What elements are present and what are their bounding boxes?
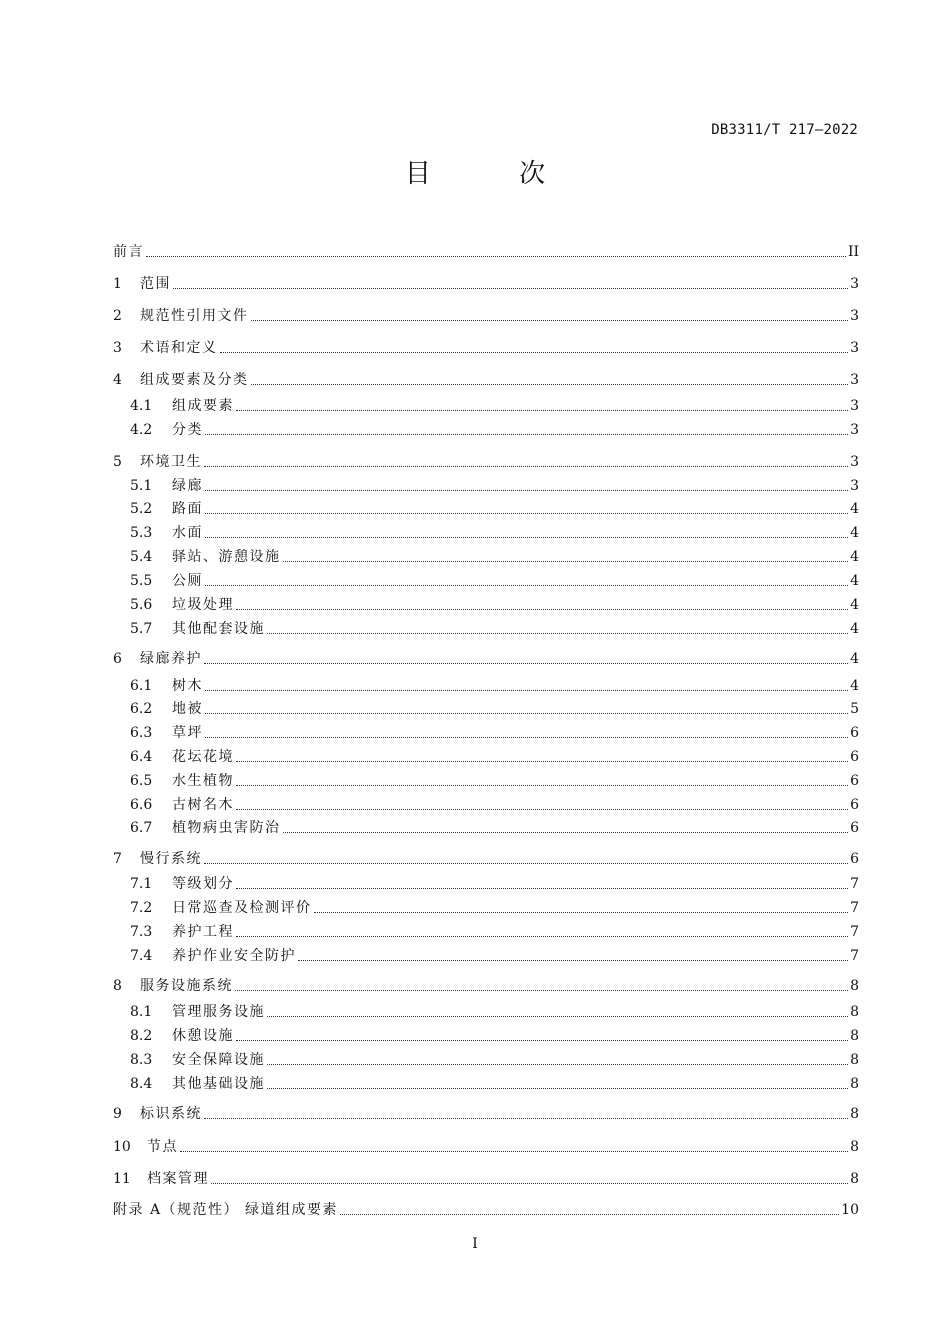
toc-entry-label: 休憩设施 bbox=[172, 1028, 234, 1044]
toc-entry-label: 术语和定义 bbox=[140, 340, 218, 356]
toc-entry-label: 其他配套设施 bbox=[172, 621, 265, 637]
toc-entry-number: 8.1 bbox=[130, 1004, 153, 1020]
toc-entry-page: 8 bbox=[850, 1076, 859, 1092]
toc-entry-appendix-a[interactable] bbox=[113, 1200, 859, 1220]
toc-entry-number: 8.2 bbox=[130, 1028, 153, 1044]
toc-entry-number: 6.3 bbox=[130, 725, 153, 741]
toc-entry-label: 日常巡查及检测评价 bbox=[172, 900, 312, 916]
toc-entry-8-3[interactable] bbox=[130, 1050, 859, 1070]
toc-entry-page: 6 bbox=[850, 773, 859, 789]
toc-entry-number: 5.5 bbox=[130, 573, 153, 589]
toc-entry-number: 4 bbox=[113, 372, 122, 388]
toc-entry-5-6[interactable] bbox=[130, 595, 859, 615]
toc-entry-page: 8 bbox=[850, 1106, 859, 1122]
dot-leader bbox=[283, 561, 849, 562]
dot-leader bbox=[236, 785, 848, 786]
dot-leader bbox=[204, 1118, 848, 1119]
toc-entry-number: 7.2 bbox=[130, 900, 153, 916]
toc-entry-9[interactable] bbox=[113, 1104, 859, 1124]
toc-entry-page: II bbox=[847, 244, 859, 260]
toc-entry-label: 环境卫生 bbox=[140, 454, 202, 470]
toc-entry-page: 4 bbox=[850, 525, 859, 541]
toc-entry-page: 6 bbox=[850, 725, 859, 741]
toc-entry-5-4[interactable] bbox=[130, 547, 859, 567]
toc-entry-number: 7.4 bbox=[130, 948, 153, 964]
toc-entry-page: 4 bbox=[850, 621, 859, 637]
dot-leader bbox=[205, 713, 848, 714]
toc-entry-number: 7 bbox=[113, 851, 122, 867]
toc-entry-5-5[interactable] bbox=[130, 571, 859, 591]
table-of-contents bbox=[113, 0, 859, 1344]
toc-entry-6[interactable] bbox=[113, 649, 859, 669]
toc-entry-number: 4.1 bbox=[130, 398, 153, 414]
toc-entry-number: 6.6 bbox=[130, 797, 153, 813]
toc-entry-number: 6.2 bbox=[130, 701, 153, 717]
toc-entry-6-6[interactable] bbox=[130, 795, 859, 815]
toc-entry-page: 8 bbox=[850, 1028, 859, 1044]
toc-entry-number: 5.2 bbox=[130, 501, 153, 517]
toc-entry-page: 3 bbox=[850, 398, 859, 414]
toc-entry-foreword[interactable] bbox=[113, 242, 859, 262]
dot-leader bbox=[205, 513, 848, 514]
toc-entry-label: 管理服务设施 bbox=[172, 1004, 265, 1020]
toc-entry-label: 绿廊 bbox=[172, 478, 203, 494]
toc-entry-number: 4.2 bbox=[130, 422, 153, 438]
toc-entry-page: 4 bbox=[850, 573, 859, 589]
toc-entry-number: 10 bbox=[113, 1139, 131, 1155]
toc-entry-label: 草坪 bbox=[172, 725, 203, 741]
toc-entry-label: 垃圾处理 bbox=[172, 597, 234, 613]
toc-entry-label: 附录 A（规范性） 绿道组成要素 bbox=[113, 1202, 339, 1218]
toc-entry-number: 9 bbox=[113, 1106, 122, 1122]
toc-entry-label: 其他基础设施 bbox=[172, 1076, 265, 1092]
dot-leader bbox=[314, 912, 849, 913]
toc-entry-page: 6 bbox=[850, 820, 859, 836]
toc-entry-label: 前言 bbox=[113, 244, 144, 260]
toc-entry-number: 8.4 bbox=[130, 1076, 153, 1092]
document-code: DB3311/T 217—2022 bbox=[711, 122, 858, 138]
toc-entry-page: 4 bbox=[850, 597, 859, 613]
toc-entry-6-3[interactable] bbox=[130, 723, 859, 743]
dot-leader bbox=[173, 288, 848, 289]
toc-title: 目 次 bbox=[404, 159, 586, 189]
toc-entry-5-1[interactable] bbox=[130, 476, 859, 496]
toc-entry-1[interactable] bbox=[113, 274, 859, 294]
toc-entry-label: 安全保障设施 bbox=[172, 1052, 265, 1068]
toc-entry-number: 5.7 bbox=[130, 621, 153, 637]
toc-entry-label: 组成要素及分类 bbox=[140, 372, 249, 388]
toc-entry-number: 6.1 bbox=[130, 678, 153, 694]
dot-leader bbox=[236, 609, 848, 610]
toc-entry-label: 树木 bbox=[172, 678, 203, 694]
toc-entry-label: 路面 bbox=[172, 501, 203, 517]
toc-entry-number: 5.3 bbox=[130, 525, 153, 541]
dot-leader bbox=[236, 936, 848, 937]
toc-entry-label: 慢行系统 bbox=[140, 851, 202, 867]
toc-entry-3[interactable] bbox=[113, 338, 859, 358]
dot-leader bbox=[236, 1040, 848, 1041]
toc-entry-label: 植物病虫害防治 bbox=[172, 820, 281, 836]
toc-entry-number: 3 bbox=[113, 340, 122, 356]
toc-entry-label: 绿廊养护 bbox=[140, 651, 202, 667]
toc-entry-number: 5.6 bbox=[130, 597, 153, 613]
toc-entry-label: 组成要素 bbox=[172, 398, 234, 414]
toc-entry-page: 4 bbox=[850, 501, 859, 517]
toc-entry-number: 5.1 bbox=[130, 478, 153, 494]
toc-entry-label: 等级划分 bbox=[172, 876, 234, 892]
toc-entry-number: 5.4 bbox=[130, 549, 153, 565]
toc-entry-number: 8.3 bbox=[130, 1052, 153, 1068]
toc-entry-5-3[interactable] bbox=[130, 523, 859, 543]
dot-leader bbox=[205, 737, 848, 738]
toc-entry-label: 节点 bbox=[147, 1139, 178, 1155]
dot-leader bbox=[220, 352, 849, 353]
dot-leader bbox=[180, 1151, 848, 1152]
toc-entry-11[interactable] bbox=[113, 1169, 859, 1189]
toc-entry-label: 驿站、游憩设施 bbox=[172, 549, 281, 565]
toc-entry-number: 6.4 bbox=[130, 749, 153, 765]
toc-entry-number: 6 bbox=[113, 651, 122, 667]
toc-entry-page: 3 bbox=[850, 422, 859, 438]
toc-entry-6-1[interactable] bbox=[130, 676, 859, 696]
toc-entry-10[interactable] bbox=[113, 1137, 859, 1157]
toc-entry-5-2[interactable] bbox=[130, 499, 859, 519]
toc-entry-label: 水面 bbox=[172, 525, 203, 541]
toc-entry-page: 7 bbox=[850, 924, 859, 940]
dot-leader bbox=[204, 466, 848, 467]
toc-entry-page: 8 bbox=[850, 1004, 859, 1020]
toc-entry-label: 范围 bbox=[140, 276, 171, 292]
toc-entry-7-2[interactable] bbox=[130, 898, 859, 918]
dot-leader bbox=[236, 410, 848, 411]
dot-leader bbox=[205, 585, 848, 586]
dot-leader bbox=[204, 663, 848, 664]
toc-entry-number: 7.3 bbox=[130, 924, 153, 940]
toc-entry-number: 7.1 bbox=[130, 876, 153, 892]
toc-entry-page: 3 bbox=[850, 478, 859, 494]
toc-entry-page: 3 bbox=[850, 276, 859, 292]
toc-entry-number: 5 bbox=[113, 454, 122, 470]
toc-entry-page: 8 bbox=[850, 1171, 859, 1187]
toc-entry-4-2[interactable] bbox=[130, 420, 859, 440]
dot-leader bbox=[205, 690, 848, 691]
dot-leader bbox=[267, 1016, 848, 1017]
page-number: I bbox=[472, 1236, 478, 1252]
toc-entry-label: 地被 bbox=[172, 701, 203, 717]
dot-leader bbox=[251, 320, 849, 321]
toc-entry-page: 10 bbox=[841, 1202, 859, 1218]
dot-leader bbox=[267, 633, 848, 634]
dot-leader bbox=[211, 1183, 848, 1184]
toc-entry-label: 公厕 bbox=[172, 573, 203, 589]
toc-entry-label: 花坛花境 bbox=[172, 749, 234, 765]
toc-entry-label: 养护工程 bbox=[172, 924, 234, 940]
toc-entry-5[interactable] bbox=[113, 452, 859, 472]
toc-entry-4-1[interactable] bbox=[130, 396, 859, 416]
toc-entry-7-4[interactable] bbox=[130, 946, 859, 966]
dot-leader bbox=[236, 888, 848, 889]
toc-entry-page: 7 bbox=[850, 876, 859, 892]
toc-entry-7-1[interactable] bbox=[130, 874, 859, 894]
toc-entry-page: 5 bbox=[850, 701, 859, 717]
toc-entry-page: 4 bbox=[850, 678, 859, 694]
toc-entry-label: 水生植物 bbox=[172, 773, 234, 789]
toc-entry-page: 3 bbox=[850, 454, 859, 470]
dot-leader bbox=[340, 1214, 839, 1215]
dot-leader bbox=[267, 1088, 848, 1089]
dot-leader bbox=[236, 761, 848, 762]
toc-entry-page: 4 bbox=[850, 549, 859, 565]
toc-entry-6-2[interactable] bbox=[130, 699, 859, 719]
toc-entry-page: 7 bbox=[850, 900, 859, 916]
dot-leader bbox=[205, 434, 848, 435]
dot-leader bbox=[205, 537, 848, 538]
toc-entry-8[interactable] bbox=[113, 976, 859, 996]
toc-entry-label: 分类 bbox=[172, 422, 203, 438]
toc-entry-page: 4 bbox=[850, 651, 859, 667]
toc-entry-page: 7 bbox=[850, 948, 859, 964]
toc-entry-label: 标识系统 bbox=[140, 1106, 202, 1122]
toc-entry-page: 8 bbox=[850, 978, 859, 994]
toc-entry-number: 8 bbox=[113, 978, 122, 994]
toc-entry-page: 6 bbox=[850, 851, 859, 867]
dot-leader bbox=[205, 490, 848, 491]
toc-entry-page: 6 bbox=[850, 797, 859, 813]
toc-entry-6-5[interactable] bbox=[130, 771, 859, 791]
toc-entry-label: 服务设施系统 bbox=[140, 978, 233, 994]
toc-entry-8-2[interactable] bbox=[130, 1026, 859, 1046]
toc-entry-page: 8 bbox=[850, 1139, 859, 1155]
toc-entry-page: 6 bbox=[850, 749, 859, 765]
toc-entry-label: 规范性引用文件 bbox=[140, 308, 249, 324]
toc-entry-label: 古树名木 bbox=[172, 797, 234, 813]
dot-leader bbox=[251, 384, 849, 385]
toc-entry-page: 3 bbox=[850, 372, 859, 388]
dot-leader bbox=[283, 832, 849, 833]
toc-entry-6-4[interactable] bbox=[130, 747, 859, 767]
dot-leader bbox=[146, 256, 846, 257]
toc-entry-page: 3 bbox=[850, 308, 859, 324]
toc-entry-label: 档案管理 bbox=[147, 1171, 209, 1187]
dot-leader bbox=[267, 1064, 848, 1065]
toc-entry-6-7[interactable] bbox=[130, 818, 859, 838]
toc-entry-number: 11 bbox=[113, 1171, 131, 1187]
toc-entry-8-4[interactable] bbox=[130, 1074, 859, 1094]
toc-entry-number: 1 bbox=[113, 276, 122, 292]
toc-entry-8-1[interactable] bbox=[130, 1002, 859, 1022]
toc-entry-5-7[interactable] bbox=[130, 619, 859, 639]
toc-entry-2[interactable] bbox=[113, 306, 859, 326]
toc-entry-4[interactable] bbox=[113, 370, 859, 390]
dot-leader bbox=[236, 809, 848, 810]
toc-entry-label: 养护作业安全防护 bbox=[172, 948, 296, 964]
toc-entry-page: 3 bbox=[850, 340, 859, 356]
dot-leader bbox=[235, 990, 848, 991]
toc-entry-number: 6.7 bbox=[130, 820, 153, 836]
toc-entry-7[interactable] bbox=[113, 849, 859, 869]
dot-leader bbox=[298, 960, 848, 961]
dot-leader bbox=[204, 863, 848, 864]
toc-entry-7-3[interactable] bbox=[130, 922, 859, 942]
toc-entry-number: 2 bbox=[113, 308, 122, 324]
toc-entry-page: 8 bbox=[850, 1052, 859, 1068]
toc-entry-number: 6.5 bbox=[130, 773, 153, 789]
